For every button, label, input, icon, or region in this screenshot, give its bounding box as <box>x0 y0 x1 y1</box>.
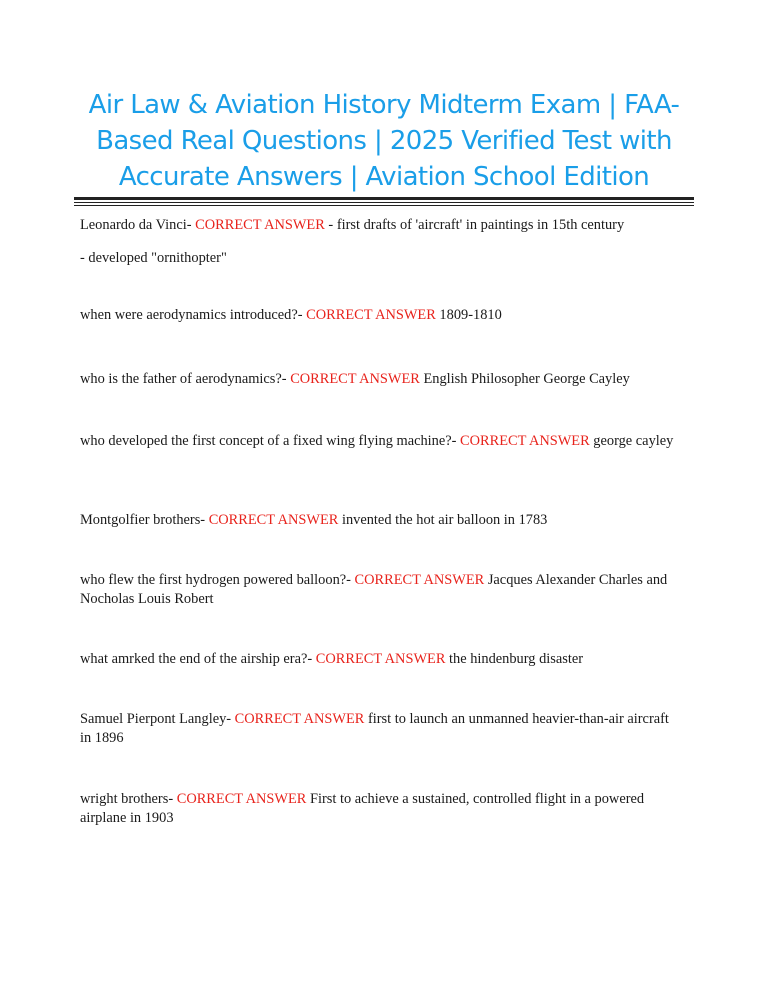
answer-text: - developed "ornithopter" <box>80 250 227 266</box>
answer-text: invented the hot air balloon in 1783 <box>338 512 548 528</box>
qa-entry <box>80 571 680 609</box>
correct-answer-label: CORRECT ANSWER <box>290 371 420 387</box>
question-text: when were aerodynamics introduced?- <box>80 307 307 323</box>
qa-entry <box>80 511 680 530</box>
title-divider-thin <box>74 205 694 206</box>
answer-text: george cayley <box>589 433 674 449</box>
question-text: Samuel Pierpont Langley- <box>80 711 235 727</box>
answer-text: Jacques Alexander Charles and Nocholas Louis Robert <box>80 572 668 607</box>
qa-entry-continuation <box>80 249 680 268</box>
question-text: Montgolfier brothers- <box>80 512 209 528</box>
qa-entry <box>80 432 680 451</box>
answer-text: first to launch an unmanned heavier-than-air aircraft in 1896 <box>80 711 669 746</box>
correct-answer-label: CORRECT ANSWER <box>234 711 365 727</box>
qa-entry <box>80 650 680 669</box>
qa-entry <box>80 370 680 389</box>
answer-text: the hindenburg disaster <box>445 651 584 667</box>
correct-answer-label: CORRECT ANSWER <box>315 651 446 667</box>
question-text: who flew the first hydrogen powered balloon?- <box>80 572 355 588</box>
correct-answer-label: CORRECT ANSWER <box>306 307 436 323</box>
qa-entry <box>80 710 680 748</box>
qa-entry <box>80 306 680 325</box>
qa-entry <box>80 790 680 828</box>
question-text: who is the father of aerodynamics?- <box>80 371 291 387</box>
answer-text: First to achieve a sustained, controlled flight in a powered airplane in 1903 <box>80 791 645 826</box>
correct-answer-label: CORRECT ANSWER <box>195 217 325 233</box>
correct-answer-label: CORRECT ANSWER <box>176 791 307 807</box>
title-divider-thick <box>74 197 694 200</box>
question-text: Leonardo da Vinci- <box>80 217 196 233</box>
title-divider-thin <box>74 202 694 203</box>
document-title: Air Law & Aviation History Midterm Exam | FAA-Based Real Questions | 2025 Verified Test with Accurate Answers | Aviation School Edition <box>88 90 680 192</box>
question-text: wright brothers- <box>80 791 177 807</box>
correct-answer-label: CORRECT ANSWER <box>354 572 485 588</box>
answer-text: - first drafts of 'aircraft' in paintings in 15th century <box>324 217 625 233</box>
qa-entry <box>80 216 680 235</box>
correct-answer-label: CORRECT ANSWER <box>208 512 339 528</box>
correct-answer-label: CORRECT ANSWER <box>460 433 590 449</box>
answer-text: English Philosopher George Cayley <box>419 371 630 387</box>
answer-text: 1809-1810 <box>435 307 502 323</box>
question-text: who developed the first concept of a fixed wing flying machine?- <box>80 433 461 449</box>
question-text: what amrked the end of the airship era?- <box>80 651 316 667</box>
